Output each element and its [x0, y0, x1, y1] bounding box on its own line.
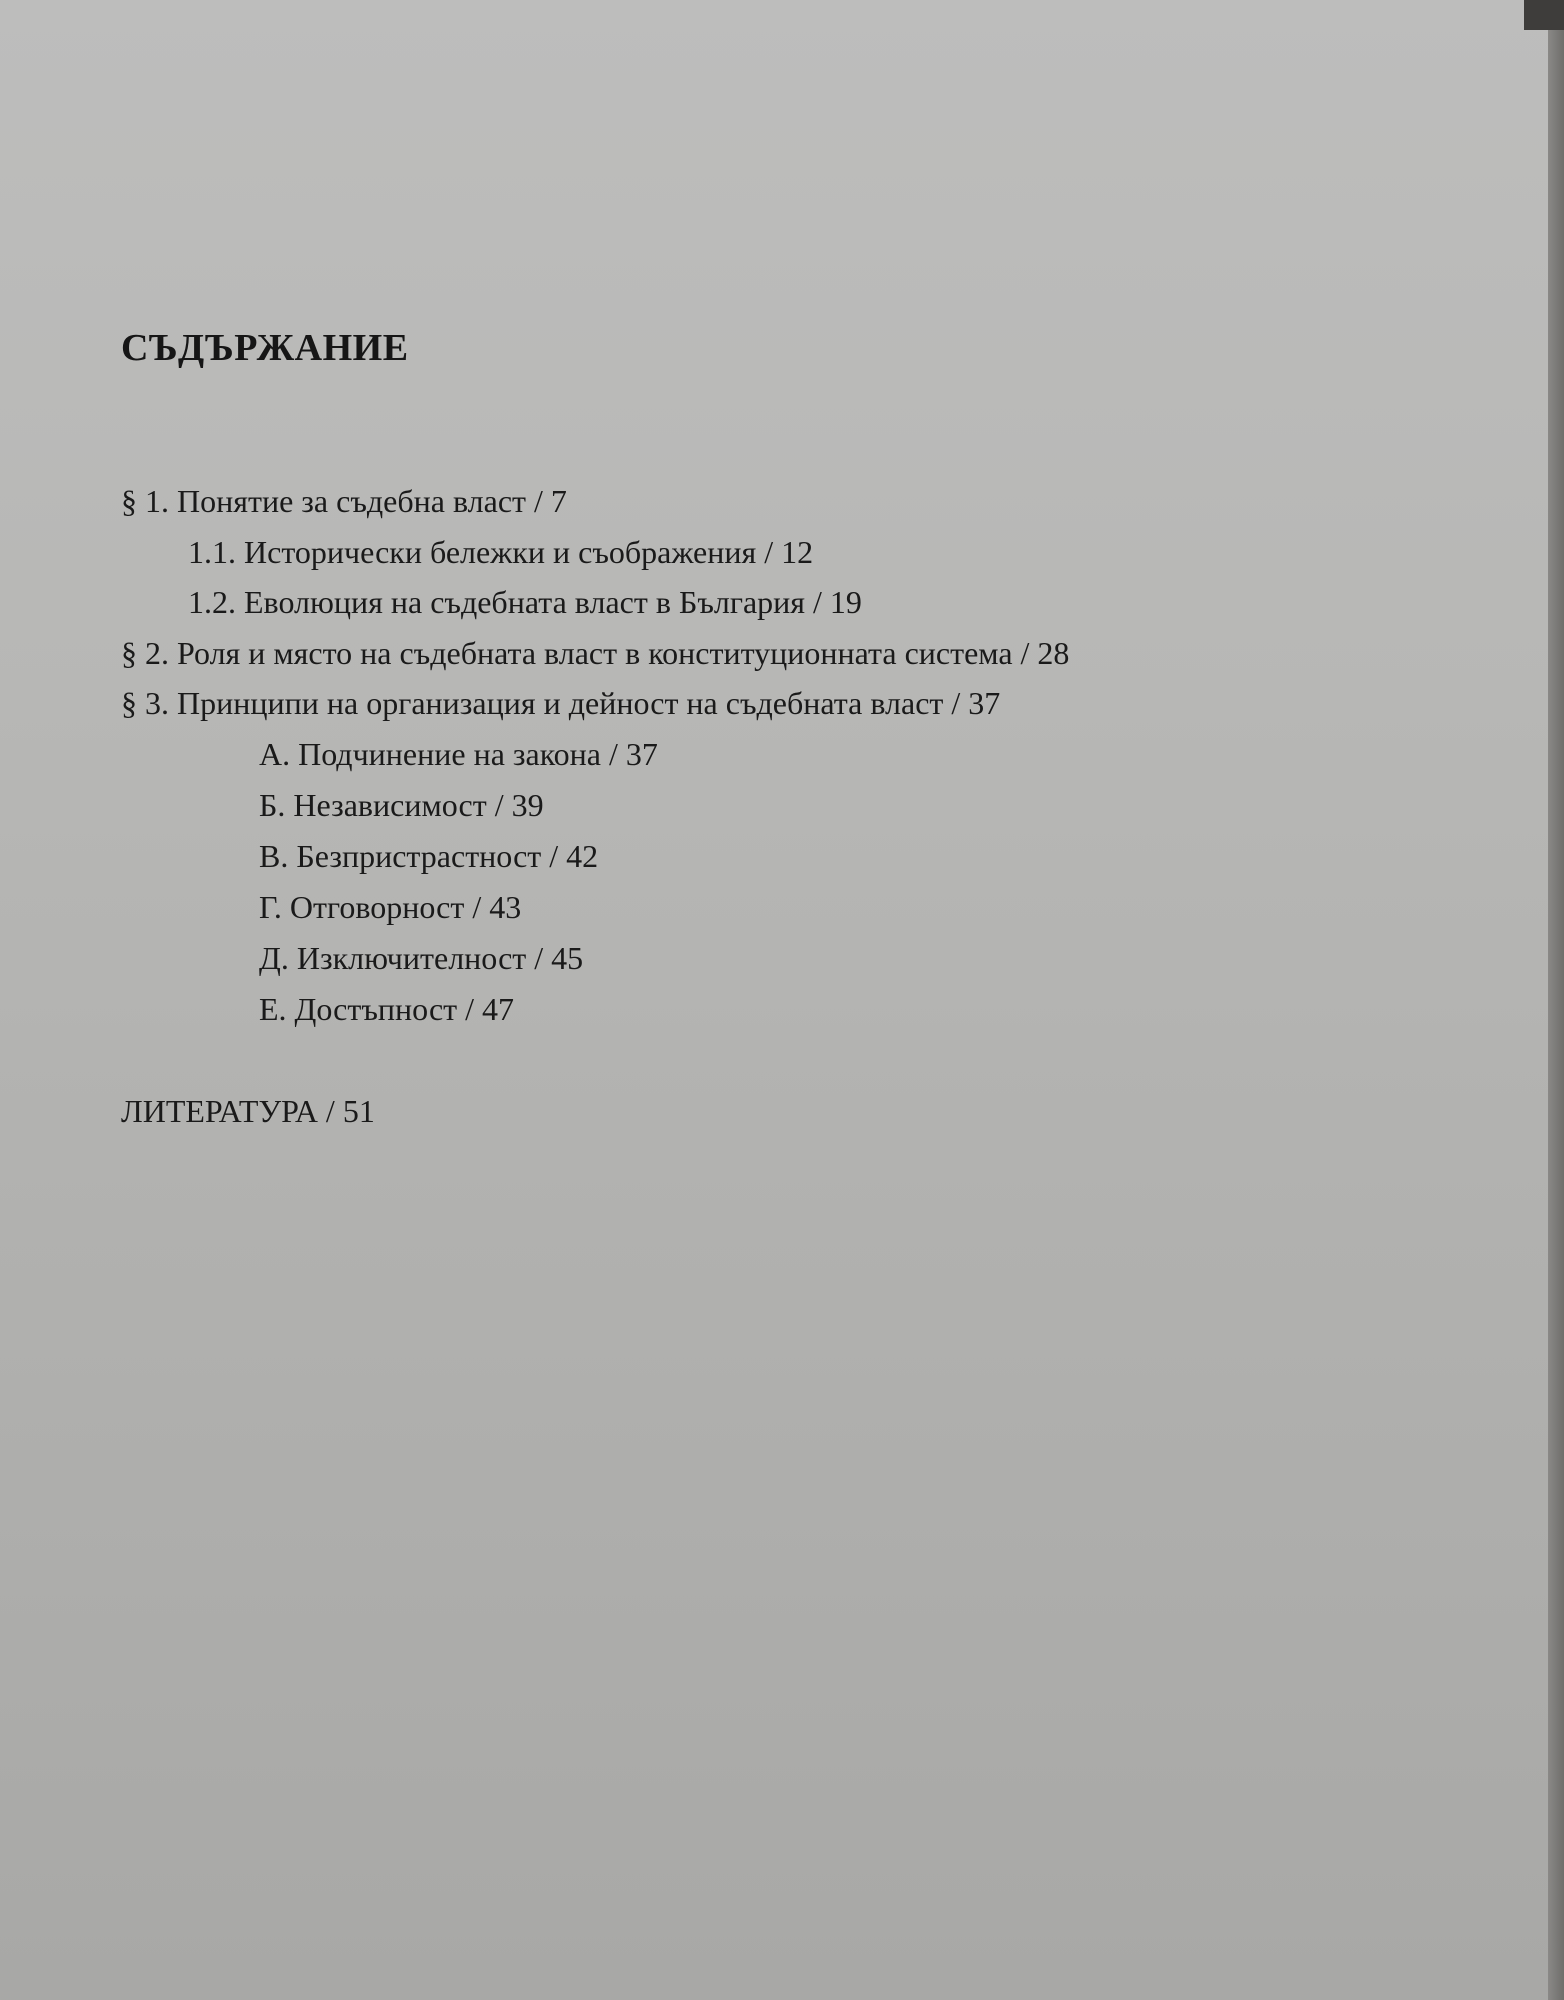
toc-entry-section-3: § 3. Принципи на организация и дейност на съдебната власт / 37 — [121, 685, 1001, 721]
toc-entry-principle-v: В. Безпристрастност / 42 — [259, 838, 599, 874]
toc-entry-principle-b: Б. Независимост / 39 — [259, 787, 544, 823]
page-edge-shadow — [1548, 0, 1564, 2000]
toc-title: СЪДЪРЖАНИЕ — [121, 327, 409, 369]
background-corner — [1524, 0, 1564, 30]
toc-entry-literature: ЛИТЕРАТУРА / 51 — [121, 1093, 375, 1129]
toc-entry-principle-e: Е. Достъпност / 47 — [259, 991, 515, 1027]
toc-entry-section-2: § 2. Роля и място на съдебната власт в конституционната система / 28 — [121, 635, 1070, 671]
toc-entry-principle-d: Д. Изключителност / 45 — [259, 940, 584, 976]
toc-entry-subsection-1-2: 1.2. Еволюция на съдебната власт в България / 19 — [188, 584, 862, 620]
toc-entry-principle-a: А. Подчинение на закона / 37 — [259, 736, 658, 772]
toc-entry-subsection-1-1: 1.1. Исторически бележки и съображения / 12 — [188, 534, 814, 570]
toc-entry-principle-g: Г. Отговорност / 43 — [259, 889, 522, 925]
toc-entry-section-1: § 1. Понятие за съдебна власт / 7 — [121, 483, 567, 519]
